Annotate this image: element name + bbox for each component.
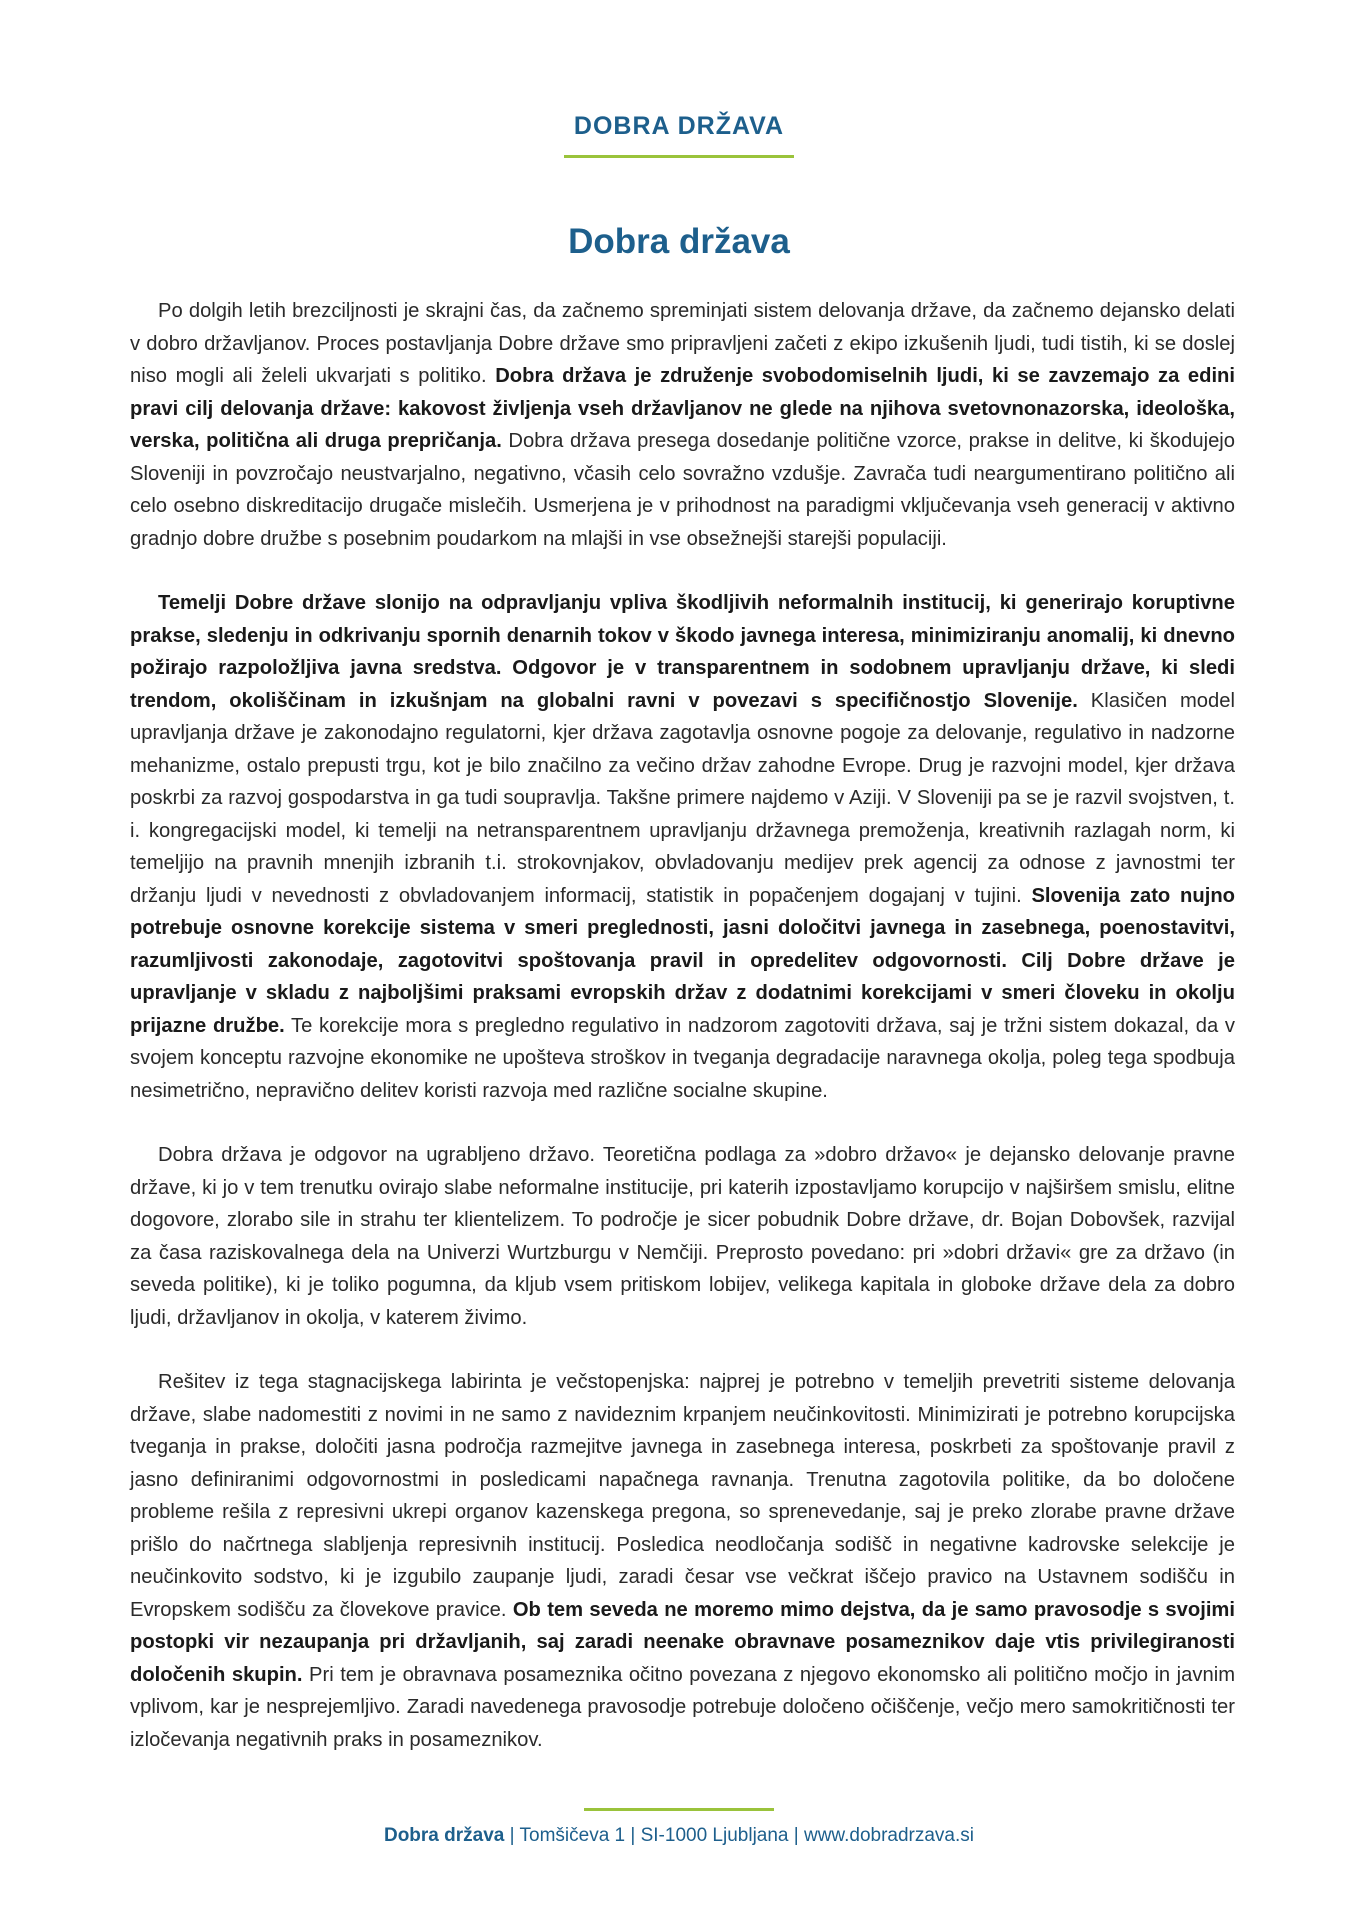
emphasized-text: Ob tem seveda ne moremo mimo dejstva, da je samo pravosodje s svojimi postopki vir nezaupanja pri državljanih, saj zaradi neenake obravnave posameznikov daje vtis privilegiranosti določenih skupin. — [130, 1598, 1235, 1686]
body-paragraph — [130, 1139, 1235, 1334]
page-footer — [0, 1825, 1358, 1847]
body-paragraph — [130, 1366, 1235, 1756]
header-title: DOBRA DRŽAVA — [573, 112, 785, 140]
paragraph-text: Te korekcije mora s pregledno regulativo in nadzorom zagotoviti država, saj je tržni sistem dokazal, da v svojem konceptu razvojne ekonomike ne upošteva stroškov in tveganja degradacije naravnega okolja, poleg tega spodbuja nesimetrično, nepravično delitev koristi razvoja med različne socialne skupine. — [130, 1014, 1235, 1102]
paragraph-text: Dobra država presega dosedanje politične vzorce, prakse in delitve, ki škodujejo Sloveniji in povzročajo neustvarjalno, negativno, včasih celo sovražno vzdušje. Zavrača tudi neargumentirano politično ali celo osebno diskreditacijo drugače mislečih. Usmerjena je v prihodnost na paradigmi vključevanja vseh generacij v aktivno gradnjo dobre družbe s posebnim poudarkom na mlajši in vse obsežnejši starejši populaciji. — [130, 430, 1236, 550]
footer-address: | Tomšičeva 1 | SI-1000 Ljubljana | www.dobradrzava.si — [504, 1825, 974, 1846]
page-header — [0, 112, 1358, 158]
emphasized-text: Temelji Dobre države slonijo na odpravljanju vpliva škodljivih neformalnih institucij, ki generirajo koruptivne prakse, sledenju in odkrivanju spornih denarnih tokov v škodo javnega interesa, minimiziranju anomalij, ki dnevno požirajo razpoložljiva javna sredstva. Odgovor je v transparentnem in sodobnem upravljanju države, ki sledi trendom, okoliščinam in izkušnjam na globalni ravni v povezavi s specifičnostjo Slovenije. — [130, 592, 1235, 712]
header-divider — [564, 155, 794, 158]
emphasized-text: Slovenija zato nujno potrebuje osnovne korekcije sistema v smeri preglednosti, jasni določitvi javnega in zasebnega, poenostavitvi, razumljivosti zakonodaje, zagotovitvi spoštovanja pravil in opredelitev odgovornosti. Cilj Dobre države je upravljanje v skladu z najboljšimi praksami evropskih držav z dodatnimi korekcijami v smeri človeku in okolju prijazne družbe. — [130, 884, 1235, 1037]
document-body — [130, 295, 1235, 1788]
document-title: Dobra država — [568, 222, 790, 261]
emphasized-text: Dobra država je združenje svobodomiselnih ljudi, ki se zavzemajo za edini pravi cilj delovanja države: kakovost življenja vseh državljanov ne glede na njihova svetovnonazorska, ideološka, verska, politična ali druga prepričanja. — [130, 365, 1235, 452]
paragraph-text: Dobra država je odgovor na ugrabljeno državo. Teoretična podlaga za »dobro državo« je dejansko delovanje pravne države, ki jo v tem trenutku ovirajo slabe neformalne institucije, pri katerih izpostavljamo korupcijo v najširšem smislu, elitne dogovore, zlorabo sile in strahu ter klientelizem. To področje je sicer pobudnik Dobre države, dr. Bojan Dobovšek, razvijal za časa raziskovalnega dela na Univerzi Wurtzburgu v Nemčiji. Preprosto povedano: pri »dobri državi« gre za državo (in seveda politike), ki je toliko pogumna, da kljub vsem pritiskom lobijev, velikega kapitala in globoke države dela za dobro ljudi, državljanov in okolja, v katerem živimo. — [130, 1144, 1235, 1329]
paragraph-text: Pri tem je obravnava posameznika očitno povezana z njegovo ekonomsko ali politično močjo in javnim vplivom, kar je nesprejemljivo. Zaradi navedenega pravosodje potrebuje določeno očiščenje, večjo mero samokritičnosti ter izločevanja negativnih praks in posameznikov. — [130, 1663, 1236, 1751]
body-paragraph — [130, 587, 1235, 1107]
paragraph-text: Klasičen model upravljanja države je zakonodajno regulatorni, kjer država zagotavlja osnovne pogoje za delovanje, regulativo in nadzorne mehanizme, ostalo prepusti trgu, kot je bilo značilno za večino držav zahodne Evrope. Drug je razvojni model, kjer država poskrbi za razvoj gospodarstva in ga tudi soupravlja. Takšne primere najdemo v Aziji. V Sloveniji pa se je razvil svojstven, t. i. kongregacijski model, ki temelji na netransparentnem upravljanju državnega premoženja, kreativnih razlagah norm, ki temeljijo na pravnih mnenjih izbranih t.i. strokovnjakov, obvladovanju medijev prek agencij za odnose z javnostmi ter držanju ljudi v nevednosti z obvladovanjem informacij, statistik in popačenjem dogajanj v tujini. — [130, 689, 1235, 907]
paragraph-text: Po dolgih letih brezciljnosti je skrajni čas, da začnemo spreminjati sistem delovanja države, da začnemo dejansko delati v dobro državljanov. Proces postavljanja Dobre države smo pripravljeni začeti z ekipo izkušenih ljudi, tudi tistih, ki se doslej niso mogli ali želeli ukvarjati s politiko. — [130, 300, 1235, 387]
footer-brand: Dobra država — [383, 1825, 505, 1846]
footer-divider — [584, 1808, 774, 1811]
body-paragraph — [130, 295, 1235, 555]
paragraph-text: Rešitev iz tega stagnacijskega labirinta je večstopenjska: najprej je potrebno v temeljih prevetriti sisteme delovanja države, slabe nadomestiti z novimi in ne samo z navideznim krpanjem neučinkovitosti. Minimizirati je potrebno korupcijska tveganja in prakse, določiti jasna področja razmejitve javnega in zasebnega interesa, poskrbeti za spoštovanje pravil z jasno definiranimi odgovornostmi in posledicami napačnega ravnanja. Trenutna zagotovila politike, da bo določene probleme rešila z represivni ukrepi organov kazenskega pregona, so sprenevedanje, saj je preko zlorabe pravne države prišlo do načrtnega slabljenja represivnih institucij. Posledica neodločanja sodišč in negativne kadrovske selekcije je neučinkovito sodstvo, ki je izgubilo zaupanje ljudi, zaradi česar vse večkrat iščejo pravico na Ustavnem sodišču in Evropskem sodišču za človekove pravice. — [130, 1371, 1235, 1621]
